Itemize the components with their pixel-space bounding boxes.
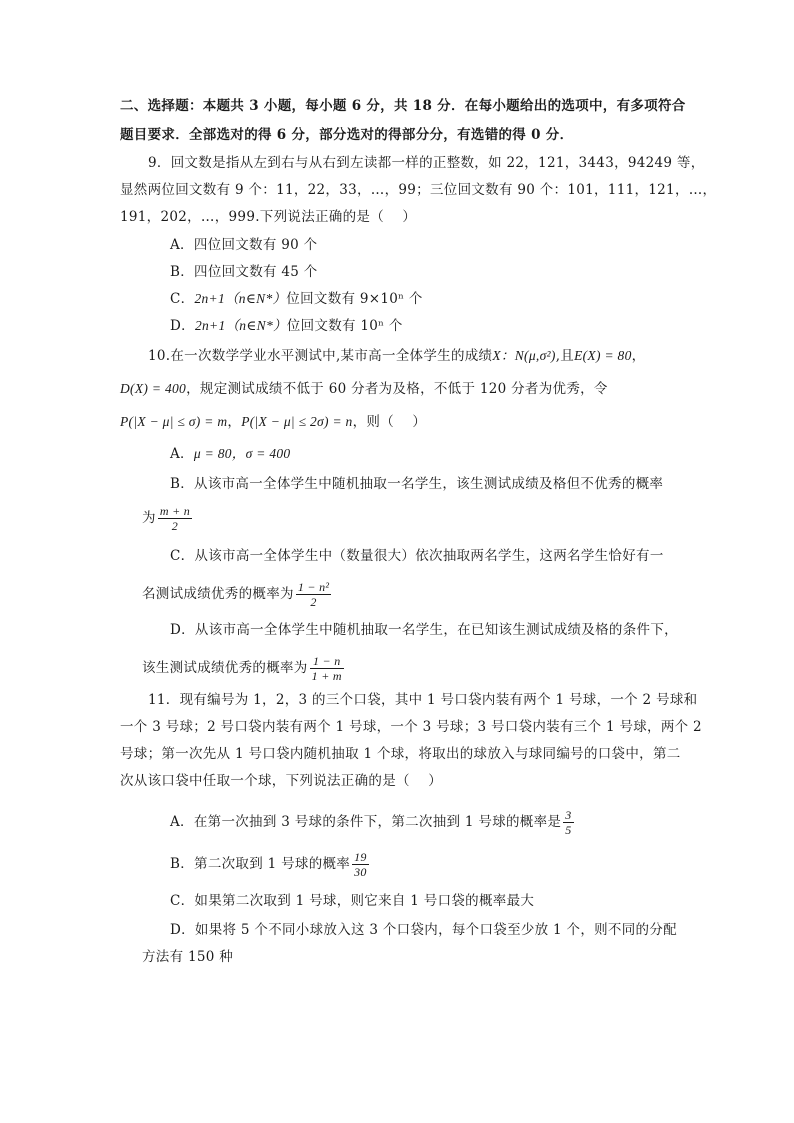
q10-stem-m: P(|X − μ| ≤ σ) = m (120, 414, 228, 429)
fraction-numerator: 3 (565, 808, 572, 822)
q9-option-c-text: 位回文数有 9×10ⁿ 个 (286, 291, 423, 307)
q10-option-a-expr: μ = 80，σ = 400 (193, 446, 291, 461)
q11-option-d-line1: D．如果将 5 个不同小球放入这 3 个口袋内，每个口袋至少放 1 个，则不同的分配 (170, 922, 677, 938)
q10-option-c-line1: C．从该市高一全体学生中（数量很大）依次抽取两名学生，这两名学生恰好有一 (170, 548, 664, 564)
q10-stem-line2 (120, 379, 608, 399)
q10-option-d-line1: D．从该市高一全体学生中随机抽取一名学生，在已知该生测试成绩及格的条件下， (170, 622, 678, 638)
q10-stem-mid: ,且 (555, 348, 575, 364)
q10-option-c-line2 (142, 580, 333, 609)
q9-option-d-label: D． (170, 318, 195, 334)
q9-stem-line2: 显然两位回文数有 9 个：11，22，33，…，99；三位回文数有 90 个：101，111，121，…， (120, 182, 717, 198)
q11-option-a-text: A．在第一次抽到 3 号球的条件下，第二次抽到 1 号球的概率是 (170, 814, 562, 830)
q10-stem-line1 (148, 346, 645, 366)
q11-option-b-text: B．第二次取到 1 号球的概率 (170, 856, 351, 872)
q11-option-a-fraction (563, 808, 573, 837)
q9-option-c-label: C． (170, 291, 195, 307)
q11-stem-line3: 号球；第一次先从 1 号口袋内随机抽取 1 个球，将取出的球放入与球同编号的口袋中，第二 (120, 746, 681, 762)
fraction-denominator: 5 (565, 823, 572, 837)
q11-stem-line4: 次从该口袋中任取一个球，下列说法正确的是（ ） (120, 773, 442, 789)
q9-stem-line3: 191，202，…，999.下列说法正确的是（ ） (120, 209, 417, 225)
q10-option-b-fraction (158, 504, 192, 533)
q10-stem-line3 (120, 412, 426, 432)
q9-option-c-expr: 2n+1（n∈N*） (194, 291, 287, 306)
q11-option-a (170, 808, 576, 837)
fraction-denominator: 2 (171, 519, 179, 533)
q11-option-d-line2: 方法有 150 种 (142, 949, 234, 965)
q10-stem-n: P(|X − μ| ≤ 2σ) = n (241, 414, 353, 429)
q10-stem-dist: X：N(μ,σ²) (492, 348, 556, 363)
fraction-numerator: 19 (354, 850, 367, 864)
q11-stem-line1: 11．现有编号为 1，2，3 的三个口袋，其中 1 号口袋内装有两个 1 号球，一个 2 号球和 (148, 692, 698, 708)
q10-stem-expect: E(X) = 80 (574, 348, 632, 363)
fraction-denominator: 2 (310, 595, 317, 609)
q10-option-d-fraction (310, 654, 344, 683)
q11-option-b (170, 850, 371, 879)
q10-option-d-line2 (142, 654, 346, 683)
q10-stem-ask: ，则（ ） (352, 414, 427, 430)
q9-option-c (170, 289, 423, 309)
q9-option-d (170, 316, 403, 336)
q10-option-b-prefix: 为 (142, 510, 156, 526)
q10-stem-text: 10.在一次数学学业水平测试中,某市高一全体学生的成绩 (148, 348, 493, 364)
fraction-numerator: 1 − n (310, 654, 344, 669)
fraction-numerator: 1 − n² (297, 580, 330, 594)
q10-option-b-line1: B．从该市高一全体学生中随机抽取一名学生，该生测试成绩及格但不优秀的概率 (170, 476, 664, 492)
q10-stem-end: ， (631, 348, 646, 364)
q11-option-b-fraction (352, 850, 369, 879)
fraction-denominator: 1 + m (311, 669, 342, 683)
q10-option-a (170, 444, 290, 464)
q11-stem-line2: 一个 3 号球；2 号口袋内装有两个 1 号球，一个 3 号球；3 号口袋内装有三个 1 号球，两个 2 (120, 719, 702, 735)
fraction-denominator: 30 (354, 865, 367, 879)
q9-option-b: B．四位回文数有 45 个 (170, 264, 318, 280)
q10-option-d-prefix: 该生测试成绩优秀的概率为 (142, 660, 308, 676)
q10-option-c-prefix: 名测试成绩优秀的概率为 (142, 586, 294, 602)
q10-option-b-line2 (142, 504, 194, 533)
fraction-numerator: m + n (159, 504, 191, 518)
q10-option-a-label: A． (170, 446, 194, 462)
q10-stem-sep: ， (227, 414, 242, 430)
q10-stem-variance: D(X) = 400 (120, 381, 187, 396)
q10-option-c-fraction (296, 580, 332, 609)
q9-stem-line1: 9．回文数是指从左到右与从右到左读都一样的正整数，如 22，121，3443，94249 等， (148, 155, 705, 171)
section-heading-line1: 二、选择题：本题共 3 小题，每小题 6 分，共 18 分．在每小题给出的选项中，有多项符合 (120, 98, 686, 114)
section-heading-line2: 题目要求．全部选对的得 6 分，部分选对的得部分分，有选错的得 0 分． (120, 127, 574, 143)
q10-stem-rule: ，规定测试成绩不低于 60 分者为及格，不低于 120 分者为优秀，令 (186, 381, 608, 397)
q9-option-d-text: 位回文数有 10ⁿ 个 (286, 318, 403, 334)
q9-option-d-expr: 2n+1（n∈N*） (194, 318, 287, 333)
q9-option-a: A．四位回文数有 90 个 (170, 237, 318, 253)
q11-option-c: C．如果第二次取到 1 号球，则它来自 1 号口袋的概率最大 (170, 893, 535, 909)
